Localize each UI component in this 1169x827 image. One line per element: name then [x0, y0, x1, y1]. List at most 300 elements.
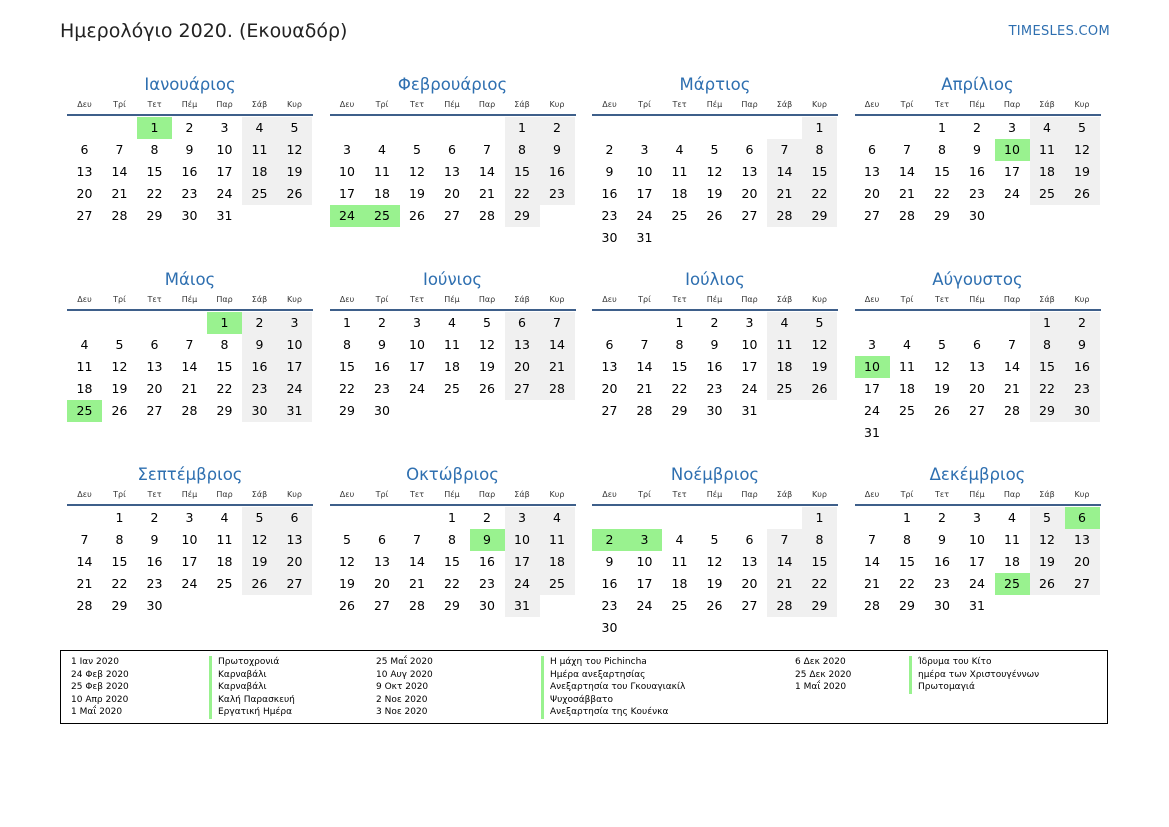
- day-cell: 8: [903, 532, 911, 547]
- day-cell: 16: [181, 164, 198, 179]
- day-cell: 21: [864, 576, 880, 591]
- day-cell: 26: [706, 598, 723, 613]
- day-cell: 4: [675, 142, 684, 157]
- weekday-header: [67, 488, 313, 502]
- day-cell: 26: [706, 208, 723, 223]
- day-cell: 6: [745, 532, 754, 547]
- day-cell: 16: [1065, 356, 1100, 378]
- day-cell: 29: [339, 403, 355, 418]
- day-cell: 30: [181, 208, 198, 223]
- day-cell: 29: [444, 598, 460, 613]
- day-cell: 18: [444, 359, 460, 374]
- holiday-date: 2 Νοε 2020: [376, 694, 428, 705]
- day-cell: 3: [185, 510, 194, 525]
- day-cell: 30: [1065, 400, 1100, 422]
- day-grid: [67, 311, 313, 451]
- day-cell: 13: [277, 529, 312, 551]
- day-cell: 11: [444, 337, 460, 352]
- day-cell: 7: [185, 337, 194, 352]
- day-cell: 6: [605, 337, 614, 352]
- day-cell: 8: [448, 532, 456, 547]
- day-cell: 31: [505, 595, 540, 617]
- weekday-label: Τετ: [147, 100, 162, 109]
- month-name: Μάρτιος: [679, 75, 751, 94]
- holiday-date: 25 Φεβ 2020: [71, 682, 129, 693]
- holiday-date: 1 Μαΐ 2020: [71, 707, 123, 718]
- holiday-name: Ίδρυμα του Κίτο: [909, 656, 1039, 669]
- day-cell: 21: [540, 356, 575, 378]
- weekday-label: Παρ: [216, 295, 233, 304]
- day-cell: 24: [277, 378, 312, 400]
- day-cell: 18: [76, 381, 93, 396]
- weekday-label: Παρ: [741, 100, 758, 109]
- day-cell: 28: [409, 598, 425, 613]
- day-cell: 16: [374, 359, 390, 374]
- day-cell: 5: [242, 507, 277, 529]
- holiday-name: Καλή Παρασκευή: [209, 694, 295, 707]
- day-cell: 23: [374, 381, 390, 396]
- day-cell: 16: [601, 576, 618, 591]
- day-cell: 29: [146, 208, 163, 223]
- day-cell: 2: [378, 315, 386, 330]
- day-cell: 23: [479, 576, 495, 591]
- day-cell: 14: [409, 554, 425, 569]
- day-cell: 10: [277, 334, 312, 356]
- holiday-name: Πρωτομαγιά: [909, 681, 1039, 694]
- holiday-name: Εργατική Ημέρα: [209, 706, 295, 719]
- day-cell: 10: [409, 337, 425, 352]
- day-cell: 31: [636, 230, 653, 245]
- day-cell: 9: [605, 554, 614, 569]
- day-grid: [330, 116, 576, 256]
- day-cell: 22: [111, 576, 128, 591]
- day-cell: 1: [343, 315, 351, 330]
- holiday-name: Ψυχοσάββατο: [541, 694, 685, 707]
- weekday-header: [855, 293, 1101, 307]
- day-cell: 9: [185, 142, 194, 157]
- weekday-label: Κυρ: [812, 490, 827, 499]
- site-link[interactable]: TIMESLES.COM: [1008, 24, 1110, 39]
- day-cell: 19: [479, 359, 495, 374]
- month-name: Νοέμβριος: [670, 465, 760, 484]
- day-cell: 21: [111, 186, 128, 201]
- day-cell: 4: [448, 315, 456, 330]
- day-cell: 1: [802, 507, 837, 529]
- day-cell: 30: [601, 620, 618, 635]
- day-cell: 11: [1030, 139, 1065, 161]
- day-cell: 9: [938, 532, 946, 547]
- day-cell: 20: [969, 381, 985, 396]
- weekday-label: Τετ: [672, 490, 687, 499]
- day-cell: 31: [969, 598, 985, 613]
- weekday-label: Παρ: [478, 490, 496, 499]
- weekday-label: Σάβ: [514, 490, 530, 499]
- day-cell: 6: [378, 532, 386, 547]
- day-cell: 2: [710, 315, 719, 330]
- day-cell: 23: [601, 208, 618, 223]
- weekday-label: Τρί: [638, 100, 651, 109]
- day-cell: 29: [505, 205, 540, 227]
- holiday-date: 1 Μαΐ 2020: [795, 682, 847, 693]
- day-cell: 4: [540, 507, 575, 529]
- day-grid: [67, 506, 313, 646]
- day-cell: 14: [767, 161, 802, 183]
- day-cell: 3: [220, 120, 229, 135]
- day-cell: 27: [146, 403, 163, 418]
- day-cell: 5: [802, 312, 837, 334]
- day-cell: 15: [146, 164, 163, 179]
- day-cell: 8: [115, 532, 124, 547]
- day-cell: 11: [1004, 532, 1020, 547]
- weekday-header: [67, 98, 313, 112]
- day-grid: [67, 116, 313, 256]
- holiday-day-cell: 3: [627, 529, 662, 551]
- day-cell: 31: [864, 425, 880, 440]
- month-block: [592, 74, 838, 256]
- month-name: Ιούνιος: [422, 270, 483, 289]
- day-cell: 25: [444, 381, 460, 396]
- day-cell: 22: [146, 186, 163, 201]
- day-cell: 21: [767, 573, 802, 595]
- day-cell: 1: [938, 120, 946, 135]
- day-cell: 17: [216, 164, 233, 179]
- day-cell: 20: [505, 356, 540, 378]
- holiday-name: Ημέρα ανεξαρτησίας: [541, 669, 685, 682]
- weekday-label: Κυρ: [287, 100, 302, 109]
- day-cell: 27: [277, 573, 312, 595]
- day-cell: 22: [444, 576, 460, 591]
- day-cell: 6: [448, 142, 456, 157]
- day-cell: 25: [242, 183, 277, 205]
- day-grid: [855, 116, 1101, 256]
- day-cell: 2: [1065, 312, 1100, 334]
- weekday-label: Τετ: [934, 490, 950, 499]
- weekday-label: Δευ: [77, 295, 92, 304]
- day-cell: 15: [111, 554, 128, 569]
- day-cell: 5: [938, 337, 946, 352]
- day-cell: 9: [1065, 334, 1100, 356]
- day-grid: [592, 506, 838, 646]
- day-cell: 6: [150, 337, 159, 352]
- day-cell: 13: [969, 359, 985, 374]
- day-cell: 24: [636, 598, 653, 613]
- weekday-label: Τετ: [672, 100, 687, 109]
- day-cell: 23: [601, 598, 618, 613]
- day-cell: 7: [80, 532, 89, 547]
- day-cell: 17: [505, 551, 540, 573]
- day-cell: 13: [374, 554, 390, 569]
- day-cell: 27: [864, 208, 880, 223]
- day-cell: 26: [277, 183, 312, 205]
- weekday-label: Πέμ: [969, 295, 985, 304]
- day-cell: 7: [767, 529, 802, 551]
- day-cell: 22: [216, 381, 233, 396]
- day-cell: 23: [706, 381, 723, 396]
- weekday-header: [330, 488, 576, 502]
- weekday-label: Τετ: [409, 295, 425, 304]
- day-cell: 18: [1004, 554, 1020, 569]
- day-cell: 25: [899, 403, 915, 418]
- day-cell: 24: [741, 381, 758, 396]
- day-cell: 12: [934, 359, 950, 374]
- holiday-day-cell: 25: [995, 573, 1030, 595]
- day-cell: 2: [483, 510, 491, 525]
- day-cell: 18: [671, 186, 688, 201]
- holiday-list: [60, 650, 1108, 724]
- day-cell: 21: [181, 381, 198, 396]
- month-name: Οκτώβριος: [406, 465, 499, 484]
- weekday-label: Πέμ: [706, 100, 723, 109]
- day-cell: 24: [216, 186, 233, 201]
- day-cell: 9: [605, 164, 614, 179]
- day-cell: 22: [1030, 378, 1065, 400]
- day-cell: 15: [802, 161, 837, 183]
- day-cell: 5: [277, 117, 312, 139]
- day-cell: 6: [277, 507, 312, 529]
- holiday-day-cell: 1: [137, 117, 172, 139]
- day-cell: 13: [444, 164, 460, 179]
- day-cell: 17: [1004, 164, 1020, 179]
- weekday-label: Τετ: [409, 100, 425, 109]
- day-cell: 20: [277, 551, 312, 573]
- day-cell: 24: [864, 403, 880, 418]
- weekday-label: Παρ: [478, 295, 496, 304]
- day-cell: 5: [1065, 117, 1100, 139]
- day-cell: 18: [540, 551, 575, 573]
- weekday-label: Σάβ: [1039, 295, 1055, 304]
- month-block: [855, 269, 1101, 451]
- weekday-label: Πέμ: [969, 490, 985, 499]
- day-cell: 1: [802, 117, 837, 139]
- holiday-day-cell: 25: [365, 205, 400, 227]
- weekday-label: Δευ: [339, 100, 355, 109]
- holiday-day-cell: 10: [855, 356, 890, 378]
- weekday-label: Κυρ: [1074, 490, 1090, 499]
- month-block: [855, 464, 1101, 646]
- weekday-label: Τρί: [900, 100, 914, 109]
- holiday-date: 24 Φεβ 2020: [71, 669, 129, 680]
- weekday-label: Τρί: [113, 295, 126, 304]
- day-cell: 29: [899, 598, 915, 613]
- day-cell: 26: [1065, 183, 1100, 205]
- weekday-header: [855, 98, 1101, 112]
- day-cell: 2: [938, 510, 946, 525]
- day-cell: 30: [242, 400, 277, 422]
- day-cell: 28: [899, 208, 915, 223]
- day-cell: 30: [479, 598, 495, 613]
- day-cell: 8: [675, 337, 684, 352]
- weekday-label: Πέμ: [181, 490, 198, 499]
- day-cell: 28: [864, 598, 880, 613]
- day-cell: 29: [1030, 400, 1065, 422]
- weekday-label: Τετ: [147, 490, 162, 499]
- day-cell: 12: [1030, 529, 1065, 551]
- day-cell: 20: [1065, 551, 1100, 573]
- holiday-name: Καρναβάλι: [209, 669, 295, 682]
- holiday-name: Η μάχη του Pichincha: [541, 656, 685, 669]
- day-cell: 3: [505, 507, 540, 529]
- weekday-label: Σάβ: [776, 295, 793, 304]
- day-cell: 13: [505, 334, 540, 356]
- month-block: [330, 464, 576, 646]
- day-cell: 22: [339, 381, 355, 396]
- day-cell: 13: [864, 164, 880, 179]
- day-cell: 15: [802, 551, 837, 573]
- day-cell: 21: [76, 576, 93, 591]
- day-cell: 30: [969, 208, 985, 223]
- holiday-day-cell: 2: [592, 529, 627, 551]
- weekday-label: Σάβ: [1039, 100, 1055, 109]
- day-cell: 2: [973, 120, 981, 135]
- day-cell: 27: [374, 598, 390, 613]
- day-cell: 16: [242, 356, 277, 378]
- day-cell: 10: [969, 532, 985, 547]
- day-cell: 4: [378, 142, 386, 157]
- day-cell: 14: [864, 554, 880, 569]
- weekday-label: Παρ: [216, 100, 233, 109]
- day-cell: 28: [181, 403, 198, 418]
- holiday-day-cell: 25: [67, 400, 102, 422]
- day-cell: 19: [706, 576, 723, 591]
- day-cell: 1: [903, 510, 911, 525]
- day-cell: 24: [181, 576, 198, 591]
- day-cell: 8: [802, 139, 837, 161]
- day-cell: 19: [277, 161, 312, 183]
- day-cell: 19: [339, 576, 355, 591]
- day-cell: 5: [413, 142, 421, 157]
- day-cell: 14: [181, 359, 198, 374]
- day-cell: 20: [864, 186, 880, 201]
- day-cell: 5: [115, 337, 124, 352]
- day-cell: 11: [767, 334, 802, 356]
- day-cell: 26: [111, 403, 128, 418]
- day-cell: 28: [479, 208, 495, 223]
- day-cell: 16: [706, 359, 723, 374]
- day-cell: 5: [710, 532, 719, 547]
- day-cell: 18: [1030, 161, 1065, 183]
- day-cell: 20: [146, 381, 163, 396]
- weekday-label: Τρί: [113, 490, 126, 499]
- day-cell: 20: [374, 576, 390, 591]
- day-cell: 15: [671, 359, 688, 374]
- month-block: [592, 464, 838, 646]
- month-block: [855, 74, 1101, 256]
- day-cell: 30: [706, 403, 723, 418]
- weekday-label: Κυρ: [812, 100, 827, 109]
- holiday-date: 9 Οκτ 2020: [376, 682, 429, 693]
- day-grid: [855, 311, 1101, 451]
- month-name: Σεπτέμβριος: [137, 465, 243, 484]
- weekday-label: Τρί: [638, 295, 651, 304]
- day-cell: 1: [448, 510, 456, 525]
- day-cell: 4: [1008, 510, 1016, 525]
- holiday-name: ημέρα των Χριστουγέννων: [909, 669, 1039, 682]
- day-cell: 16: [934, 554, 950, 569]
- day-cell: 26: [242, 573, 277, 595]
- day-cell: 23: [540, 183, 575, 205]
- day-cell: 21: [636, 381, 653, 396]
- holiday-date: 1 Ιαν 2020: [71, 657, 119, 667]
- weekday-header: [330, 98, 576, 112]
- holiday-name: Πρωτοχρονιά: [209, 656, 295, 669]
- weekday-label: Πέμ: [444, 490, 460, 499]
- weekday-label: Σάβ: [776, 100, 793, 109]
- day-cell: 29: [671, 403, 688, 418]
- weekday-label: Τετ: [934, 100, 950, 109]
- day-cell: 27: [76, 208, 93, 223]
- day-cell: 21: [899, 186, 915, 201]
- weekday-label: Παρ: [741, 490, 758, 499]
- weekday-label: Πέμ: [181, 100, 198, 109]
- month-block: [67, 74, 313, 256]
- day-cell: 23: [934, 576, 950, 591]
- holiday-day-cell: 24: [330, 205, 365, 227]
- day-cell: 26: [802, 378, 837, 400]
- day-cell: 19: [111, 381, 128, 396]
- month-name: Φεβρουάριος: [397, 75, 508, 94]
- day-cell: 12: [706, 554, 723, 569]
- weekday-label: Δευ: [864, 100, 880, 109]
- month-name: Μάιος: [164, 270, 216, 289]
- day-cell: 31: [741, 403, 758, 418]
- day-cell: 29: [802, 595, 837, 617]
- day-cell: 6: [745, 142, 754, 157]
- day-cell: 25: [540, 573, 575, 595]
- day-cell: 17: [636, 576, 653, 591]
- day-cell: 9: [710, 337, 719, 352]
- day-cell: 20: [741, 186, 758, 201]
- day-cell: 23: [969, 186, 985, 201]
- day-cell: 27: [505, 378, 540, 400]
- weekday-label: Τετ: [147, 295, 162, 304]
- weekday-label: Τρί: [900, 490, 914, 499]
- weekday-label: Δευ: [602, 100, 617, 109]
- day-cell: 17: [181, 554, 198, 569]
- day-cell: 4: [1030, 117, 1065, 139]
- day-cell: 8: [220, 337, 229, 352]
- day-cell: 19: [802, 356, 837, 378]
- day-cell: 29: [802, 205, 837, 227]
- day-cell: 4: [903, 337, 911, 352]
- holiday-date: 25 Δεκ 2020: [795, 669, 852, 680]
- day-cell: 17: [277, 356, 312, 378]
- weekday-label: Σάβ: [514, 100, 530, 109]
- day-cell: 7: [540, 312, 575, 334]
- day-cell: 5: [710, 142, 719, 157]
- day-cell: 26: [934, 403, 950, 418]
- day-cell: 11: [76, 359, 93, 374]
- weekday-label: Πέμ: [706, 295, 723, 304]
- day-cell: 18: [242, 161, 277, 183]
- holiday-day-cell: 9: [470, 529, 505, 551]
- weekday-label: Πέμ: [706, 490, 723, 499]
- holiday-names-column: [909, 656, 1039, 694]
- day-cell: 10: [636, 554, 653, 569]
- day-cell: 5: [343, 532, 351, 547]
- day-cell: 13: [601, 359, 618, 374]
- day-cell: 7: [1008, 337, 1016, 352]
- day-cell: 28: [767, 595, 802, 617]
- day-cell: 11: [242, 139, 277, 161]
- day-cell: 7: [767, 139, 802, 161]
- day-cell: 2: [185, 120, 194, 135]
- day-cell: 22: [934, 186, 950, 201]
- weekday-label: Κυρ: [287, 490, 302, 499]
- weekday-label: Τρί: [113, 100, 126, 109]
- day-cell: 18: [899, 381, 915, 396]
- day-cell: 20: [444, 186, 460, 201]
- holiday-date: 10 Αυγ 2020: [376, 669, 433, 680]
